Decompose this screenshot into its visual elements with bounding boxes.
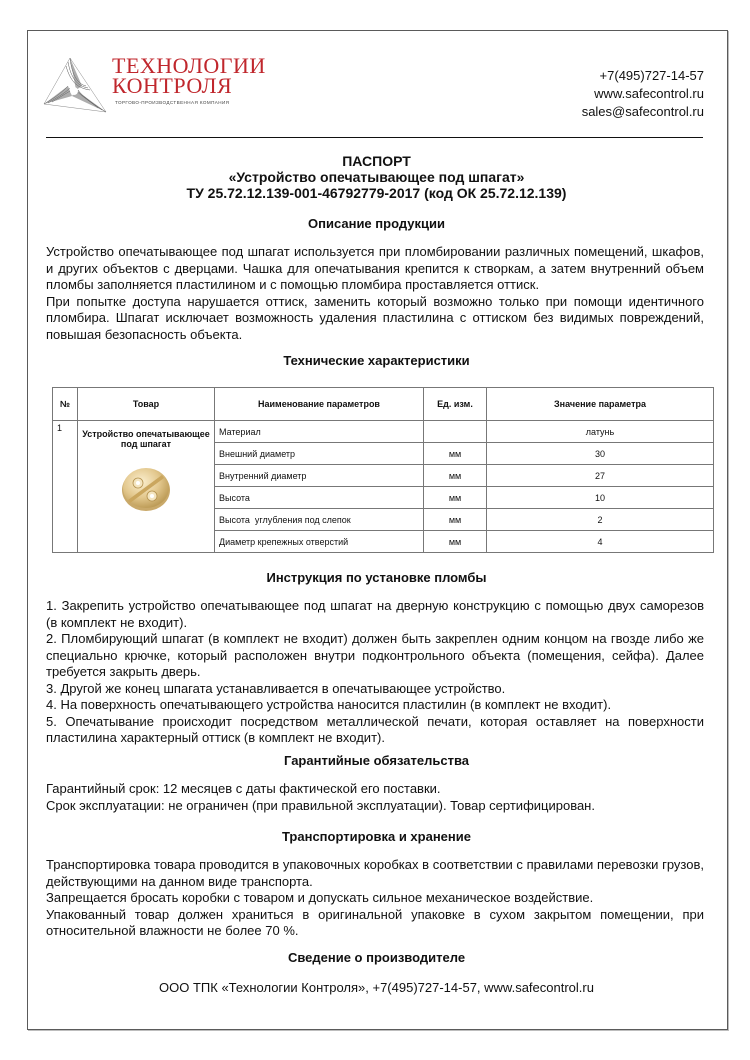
- product-cell: [78, 421, 215, 553]
- instruction-step: 1. Закрепить устройство опечатывающее под шпагат на дверную конструкцию с помощью двух саморезов (в комплект не входит).: [46, 598, 704, 630]
- param-unit: мм: [424, 465, 487, 487]
- contact-website[interactable]: www.safecontrol.ru: [594, 86, 704, 101]
- param-value: латунь: [487, 421, 714, 443]
- param-name: Внешний диаметр: [215, 443, 424, 465]
- logo-subtitle: ТОРГОВО-ПРОИЗВОДСТВЕННАЯ КОМПАНИЯ: [115, 100, 230, 105]
- manufacturer-heading: Сведение о производителе: [287, 950, 466, 965]
- title-product: «Устройство опечатывающее под шпагат»: [228, 169, 525, 185]
- col-header-item: Товар: [78, 388, 215, 421]
- row-number: 1: [53, 421, 78, 553]
- param-value: 2: [487, 509, 714, 531]
- transport-line: Запрещается бросать коробки с товаром и допускать сильное механическое воздействие.: [46, 890, 594, 905]
- param-unit: мм: [424, 531, 487, 553]
- param-value: 30: [487, 443, 714, 465]
- instruction-step: 2. Пломбирующий шпагат (в комплект не входит) должен быть закреплен одним концом на гвозде либо же специально крючке, который расположен внутри подконтрольного объекта (помещения, сейфа). Далее требуется закрыть дверь.: [46, 631, 704, 679]
- warranty-text: [46, 781, 704, 814]
- description-paragraph: Устройство опечатывающее под шпагат используется при пломбировании различных помещений, шкафов, и других объектов с дверцами. Чашка для опечатывания крепится к створкам, а затем внутренний объем пломбы заполняется пластилином и с помощью пломбира проставляется оттиск.: [46, 244, 704, 292]
- document-title: [27, 153, 726, 201]
- col-header-number: №: [53, 388, 78, 421]
- param-name: Высота углубления под слепок: [215, 509, 424, 531]
- warranty-heading: Гарантийные обязательства: [284, 753, 469, 768]
- table-row: [53, 421, 714, 443]
- transport-text: [46, 857, 704, 940]
- col-header-param-name: Наименование параметров: [215, 388, 424, 421]
- instructions-list: [46, 598, 704, 747]
- param-value: 4: [487, 531, 714, 553]
- instruction-step: 4. На поверхность опечатывающего устройства наносится пластилин (в комплект не входит).: [46, 697, 612, 712]
- contact-phone[interactable]: +7(495)727-14-57: [599, 68, 704, 83]
- param-unit: [424, 421, 487, 443]
- description-heading: Описание продукции: [308, 216, 445, 231]
- brass-seal-cup-image: [116, 463, 176, 513]
- logo-title-line1: ТЕХНОЛОГИИ: [112, 53, 266, 78]
- instruction-step: 3. Другой же конец шпагата устанавливается в опечатывающее устройство.: [46, 680, 506, 696]
- param-name: Высота: [215, 487, 424, 509]
- title-spec-code: ТУ 25.72.12.139-001-46792779-2017 (код ОК 25.72.12.139): [186, 185, 567, 201]
- param-name: Диаметр крепежных отверстий: [215, 531, 424, 553]
- instructions-heading: Инструкция по установке пломбы: [266, 570, 487, 585]
- contact-block: [582, 67, 704, 121]
- transport-heading: Транспортировка и хранение: [281, 829, 471, 844]
- warranty-line: Срок эксплуатации: не ограничен (при правильной эксплуатации). Товар сертифицирован.: [46, 797, 595, 813]
- instruction-step: 5. Опечатывание происходит посредством металлической печати, которая оставляет на поверхности пластилина характерный оттиск (в комплект не входит).: [46, 713, 704, 745]
- description-paragraph: При попытке доступа нарушается оттиск, заменить который возможно только при помощи идентичного пломбира. Шпагат исключает возможность удаления пластилина с оттиском без видимых повреждений, повышая безопасность объекта.: [46, 293, 704, 342]
- company-logo: [42, 48, 266, 118]
- contact-email[interactable]: sales@safecontrol.ru: [581, 104, 704, 119]
- param-unit: мм: [424, 509, 487, 531]
- description-text: [46, 244, 704, 343]
- table-header-row: [53, 388, 714, 421]
- param-unit: мм: [424, 443, 487, 465]
- manufacturer-info: ООО ТПК «Технологии Контроля», +7(495)727-14-57, www.safecontrol.ru: [159, 980, 594, 995]
- product-name: Устройство опечатывающее под шпагат: [82, 429, 210, 449]
- logo-title-line2: КОНТРОЛЯ: [112, 73, 233, 98]
- param-name: Внутренний диаметр: [215, 465, 424, 487]
- transport-line: Транспортировка товара проводится в упаковочных коробках в соответствии с правилами перевозки грузов, действующими на данном виде транспорта.: [46, 857, 704, 889]
- col-header-unit: Ед. изм.: [424, 388, 487, 421]
- warranty-line: Гарантийный срок: 12 месяцев с даты фактической его поставки.: [46, 781, 441, 796]
- param-unit: мм: [424, 487, 487, 509]
- specs-table: [52, 387, 714, 553]
- param-value: 10: [487, 487, 714, 509]
- transport-line: Упакованный товар должен храниться в оригинальной упаковке в сухом закрытом помещении, при относительной влажности не более 70 %.: [46, 906, 704, 938]
- specs-heading: Технические характеристики: [283, 353, 470, 368]
- title-passport: ПАСПОРТ: [342, 153, 411, 169]
- param-name: Материал: [215, 421, 424, 443]
- param-value: 27: [487, 465, 714, 487]
- header-divider: [46, 137, 703, 138]
- triangle-spiral-logo-icon: [42, 56, 108, 116]
- col-header-value: Значение параметра: [487, 388, 714, 421]
